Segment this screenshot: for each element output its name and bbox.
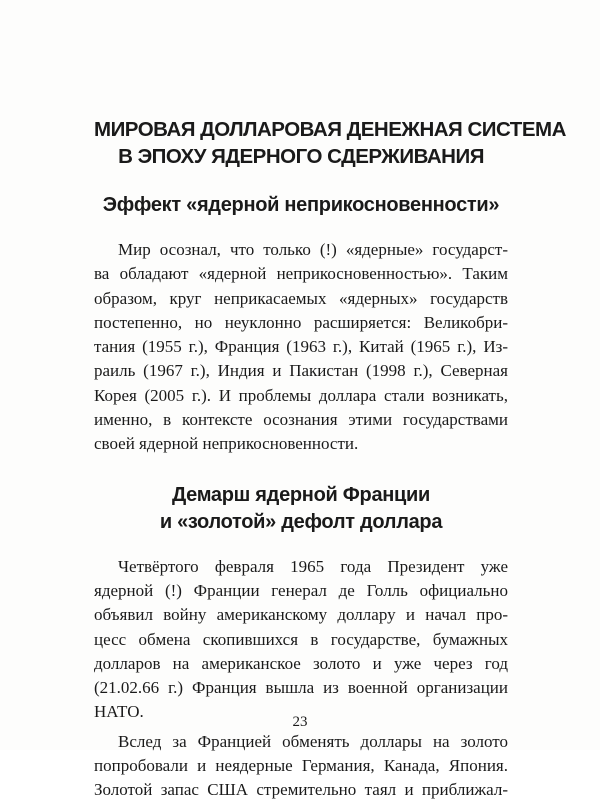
text-line: Вслед за Францией обменять доллары на золото — [118, 731, 508, 751]
paragraph-demarche-2 — [94, 730, 508, 803]
text-line: НАТО. — [94, 702, 144, 722]
text-line: (21.02.66 г.) Франция вышла из военной организации — [94, 678, 508, 698]
section-heading-line: Демарш ядерной Франции — [171, 483, 431, 506]
text-line: ва обладают «ядерной неприкосновенностью». Таким — [94, 264, 508, 284]
chapter-title — [94, 116, 566, 170]
text-line: Корея (2005 г.). И проблемы доллара стали возникать, — [94, 385, 508, 405]
paragraph-demarche-1 — [94, 555, 508, 725]
chapter-title-line: В ЭПОХУ ЯДЕРНОГО СДЕРЖИВАНИЯ — [118, 145, 484, 168]
chapter-title-line: МИРОВАЯ ДОЛЛАРОВАЯ ДЕНЕЖНАЯ СИСТЕМА — [94, 118, 566, 141]
text-line: объявил войну американскому доллару и начал про- — [94, 605, 508, 625]
section-heading-effect — [94, 192, 508, 219]
page-number: 23 — [292, 714, 308, 730]
text-line: цесс обмена скопившихся в государстве, бумажных — [94, 629, 508, 649]
text-line: Четвёртого февраля 1965 года Президент уже — [118, 556, 508, 576]
section-heading-line: и «золотой» дефолт доллара — [159, 510, 443, 533]
section-heading-line: Эффект «ядерной неприкосновенности» — [102, 194, 500, 216]
paragraph-effect — [94, 238, 508, 457]
text-line: раиль (1967 г.), Индия и Пакистан (1998 г.), Северная — [94, 361, 508, 381]
text-line: постепенно, но неуклонно расширяется: Великобри- — [94, 312, 508, 332]
text-line: тания (1955 г.), Франция (1963 г.), Китай (1965 г.), Из- — [94, 337, 508, 357]
text-line: Мир осознал, что только (!) «ядерные» государст- — [118, 240, 508, 259]
text-line: именно, в контексте осознания этими государствами — [94, 410, 508, 430]
text-line: Золотой запас США стремительно таял и приближал- — [94, 780, 508, 800]
text-line: ядерной (!) Франции генерал де Голль официально — [94, 580, 508, 600]
text-line: образом, круг неприкасаемых «ядерных» государств — [94, 288, 508, 308]
text-line: долларов на американское золото и уже через год — [94, 653, 508, 673]
text-line: своей ядерной неприкосновенности. — [94, 434, 359, 454]
section-heading-demarche — [94, 482, 508, 536]
text-line: попробовали и неядерные Германия, Канада, Япония. — [94, 756, 508, 776]
